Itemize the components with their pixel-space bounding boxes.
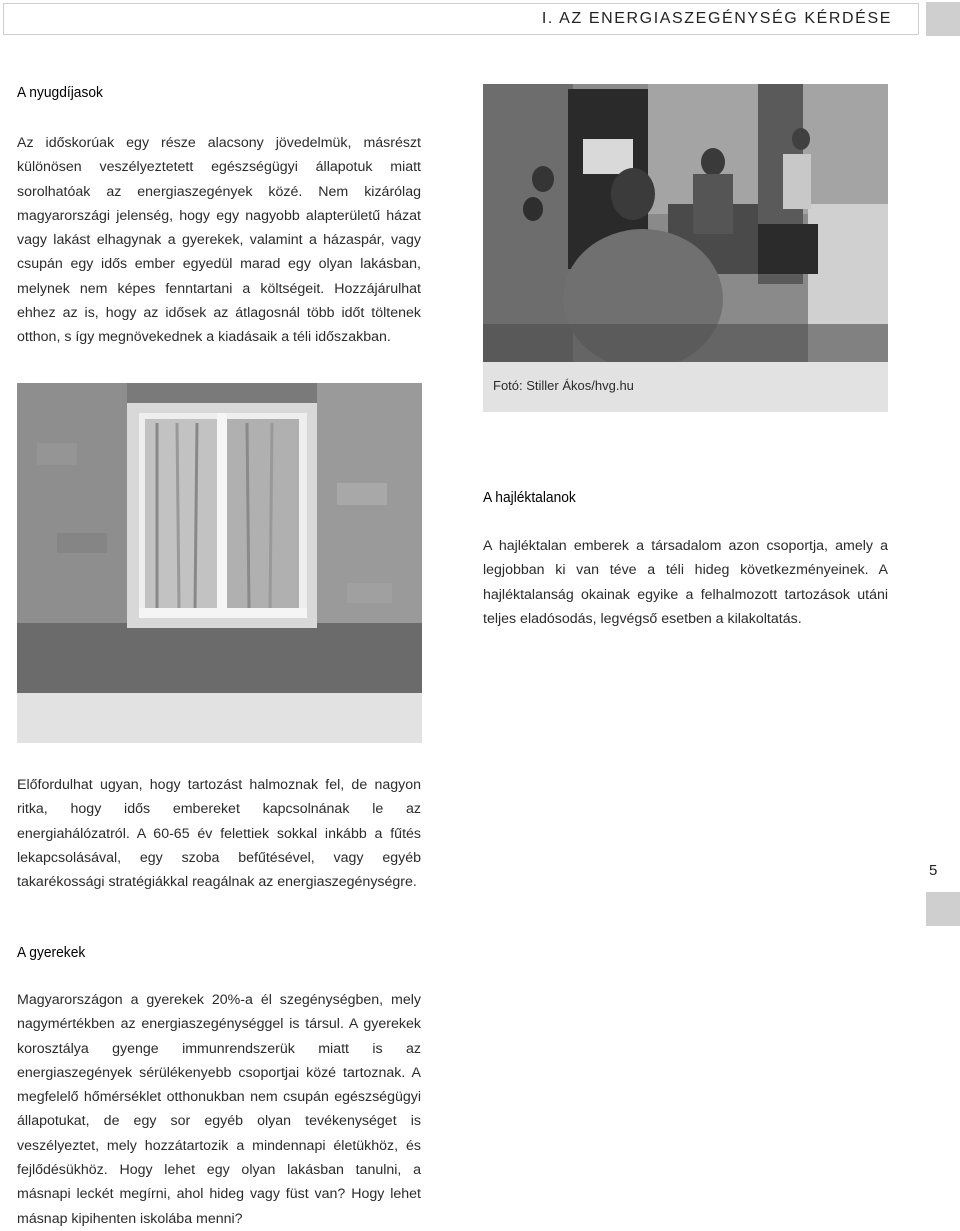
photo-caption-box-empty bbox=[17, 693, 422, 743]
paragraph-homeless: A hajléktalan emberek a társadalom azon csoportja, amely a legjobban ki van téve a téli hideg következményeinek. A hajléktalanság okainak egyike a felhalmozott tartozások utáni teljes eladósodás, legvégső esetben a kilakoltatás. bbox=[483, 538, 888, 627]
paragraph-debt: Előfordulhat ugyan, hogy tartozást halmoznak fel, de nagyon ritka, hogy idős embereket kapcsolnának le az energiahálózatról. A 60-65 év felettiek sokkal inkább a fűtés lekapcsolásával, egy szoba befűtésével, vagy egyéb takarékossági stratégiákkal reagálnak az energiaszegénységre. bbox=[17, 777, 421, 891]
photo-window-wall bbox=[17, 383, 422, 693]
chapter-header bbox=[3, 3, 919, 35]
heading-children: A gyerekek bbox=[17, 944, 86, 961]
paragraph-children: Magyarországon a gyerekek 20%-a él szegénységben, mely nagymértékben az energiaszegénységgel is társul. A gyerekek korosztálya gyenge immunrendszerük miatt is az energiaszegények sérülékenyebb csoportjai közé tartoznak. A megfelelő hőmérséklet otthonukban nem csupán egészségügyi állapotukat, de egy sor egyéb olyan tevékenységet is veszélyeztet, mely hozzátartozik a mindennapi életükhöz, és fejlődésükhöz. Hogy lehet egy olyan lakásban tanulni, a másnapi leckét megírni, ahol hideg vagy füst van? Hogy lehet másnap kipihenten iskolába menni? bbox=[17, 992, 421, 1227]
header-tab-marker bbox=[926, 2, 960, 36]
photo-caption-box bbox=[483, 362, 888, 412]
page-tab-marker bbox=[926, 892, 960, 926]
photo-family-kitchen bbox=[483, 84, 888, 362]
page-number: 5 bbox=[929, 862, 938, 879]
heading-pensioners: A nyugdíjasok bbox=[17, 84, 103, 101]
chapter-title: I. AZ ENERGIASZEGÉNYSÉG KÉRDÉSE bbox=[541, 10, 892, 27]
photo-credit: Fotó: Stiller Ákos/hvg.hu bbox=[493, 378, 634, 393]
heading-homeless: A hajléktalanok bbox=[483, 489, 576, 506]
paragraph-pensioners: Az időskorúak egy része alacsony jövedelmük, másrészt különösen veszélyeztetett egészségügyi állapotuk miatt sorolhatóak az energiaszegények közé. Nem kizárólag magyarországi jelenség, hogy egy nagyobb alapterületű házat vagy lakást elhagynak a gyerekek, valamint a házaspár, vagy csupán egy idős ember egyedül marad egy olyan lakásban, melynek nem képes fenntartani a költségeit. Hozzájárulhat ehhez az is, hogy az idősek az átlagosnál több időt töltenek otthon, s így megnövekednek a kiadásaik a téli időszakban. bbox=[17, 135, 421, 346]
